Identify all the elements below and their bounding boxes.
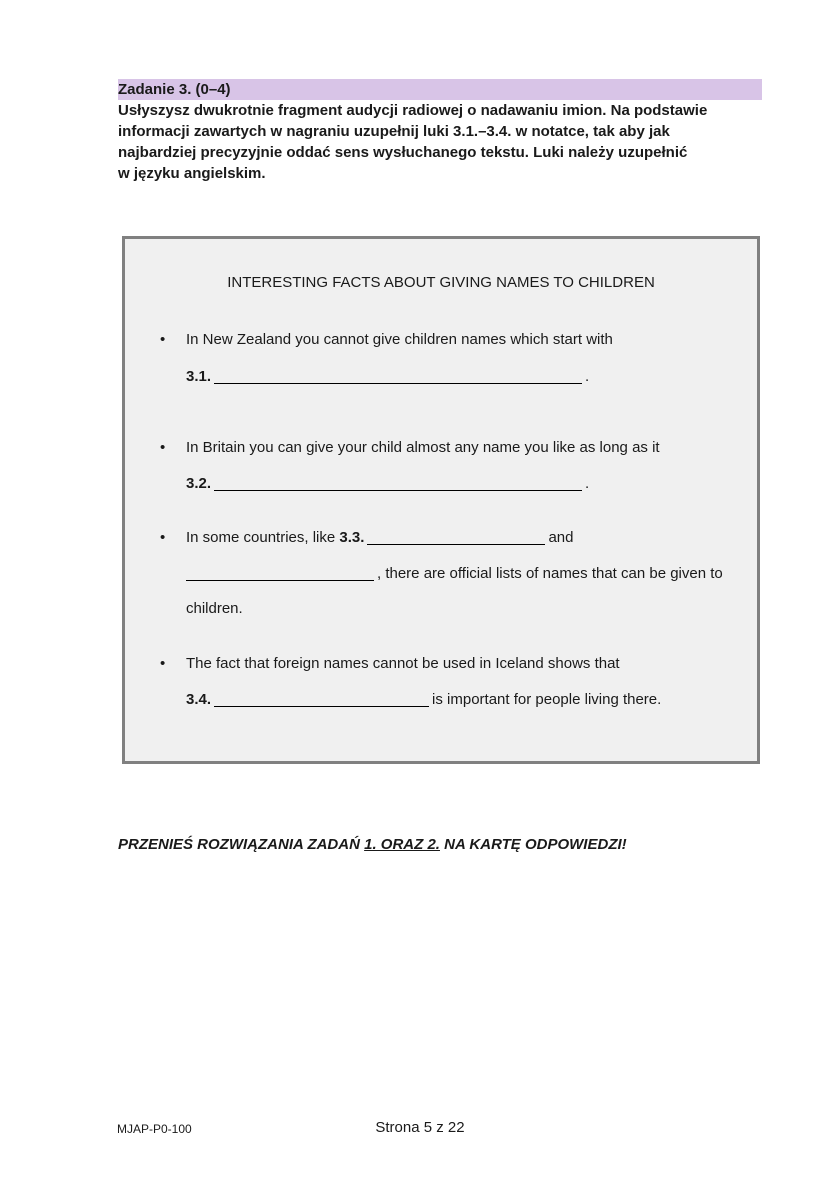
notes-box xyxy=(122,236,760,764)
task-header: Zadanie 3. (0–4) xyxy=(118,79,762,100)
transfer-note-underlined: 1. ORAZ 2. xyxy=(364,836,440,853)
bullet-4-gap-line xyxy=(186,689,757,710)
bullet-3-line-1 xyxy=(186,527,757,548)
bullet-marker: • xyxy=(160,655,166,672)
task-instructions xyxy=(118,100,778,184)
bullet-3-line-2 xyxy=(186,563,757,584)
bullet-marker: • xyxy=(160,439,166,456)
answer-blank-3-2 xyxy=(214,479,582,491)
gap-number-3-3: 3.3. xyxy=(339,529,365,546)
transfer-answers-note xyxy=(118,836,627,853)
gap-trailing-text: and xyxy=(548,529,574,546)
bullet-item-4 xyxy=(125,653,757,710)
gap-number-3-1: 3.1. xyxy=(186,368,212,385)
exam-code: MJAP-P0-100 xyxy=(117,1122,192,1136)
bullet-4-text: The fact that foreign names cannot be used in Iceland shows that xyxy=(186,655,620,672)
instruction-line: informacji zawartych w nagraniu uzupełnij luki 3.1.–3.4. w notatce, tak aby jak xyxy=(118,123,670,140)
answer-blank-3-3b xyxy=(186,569,374,581)
bullet-item-2 xyxy=(125,437,757,494)
bullet-marker: • xyxy=(160,529,166,546)
answer-blank-3-3a xyxy=(367,533,545,545)
instruction-line: Usłyszysz dwukrotnie fragment audycji radiowej o nadawaniu imion. Na podstawie xyxy=(118,102,708,119)
page-number: Strona 5 z 22 xyxy=(375,1119,465,1136)
notes-box-title: INTERESTING FACTS ABOUT GIVING NAMES TO CHILDREN xyxy=(227,274,655,291)
bullet-1-gap-line xyxy=(186,366,757,387)
bullet-2-text: In Britain you can give your child almost any name you like as long as it xyxy=(186,439,660,456)
instruction-line: w języku angielskim. xyxy=(118,165,266,182)
bullet-item-1 xyxy=(125,329,757,387)
answer-blank-3-4 xyxy=(214,695,429,707)
gap-trailing-text: . xyxy=(585,368,590,385)
bullet-marker: • xyxy=(160,331,166,348)
gap-trailing-text: is important for people living there. xyxy=(432,691,662,708)
gap-number-3-4: 3.4. xyxy=(186,691,212,708)
bullet-3-text: In some countries, like xyxy=(186,529,336,546)
gap-trailing-text: , there are official lists of names that can be given to xyxy=(377,565,723,582)
gap-number-3-2: 3.2. xyxy=(186,475,212,492)
bullet-item-3 xyxy=(125,527,757,619)
answer-blank-3-1 xyxy=(214,372,582,384)
transfer-note-before: PRZENIEŚ ROZWIĄZANIA ZADAŃ xyxy=(118,836,360,853)
instruction-line: najbardziej precyzyjnie oddać sens wysłuchanego tekstu. Luki należy uzupełnić xyxy=(118,144,688,161)
transfer-note-after: NA KARTĘ ODPOWIEDZI! xyxy=(444,836,627,853)
bullet-3-line-3: children. xyxy=(186,600,243,617)
bullet-1-text: In New Zealand you cannot give children names which start with xyxy=(186,331,613,348)
bullet-2-gap-line xyxy=(186,473,757,494)
gap-trailing-text: . xyxy=(585,475,590,492)
